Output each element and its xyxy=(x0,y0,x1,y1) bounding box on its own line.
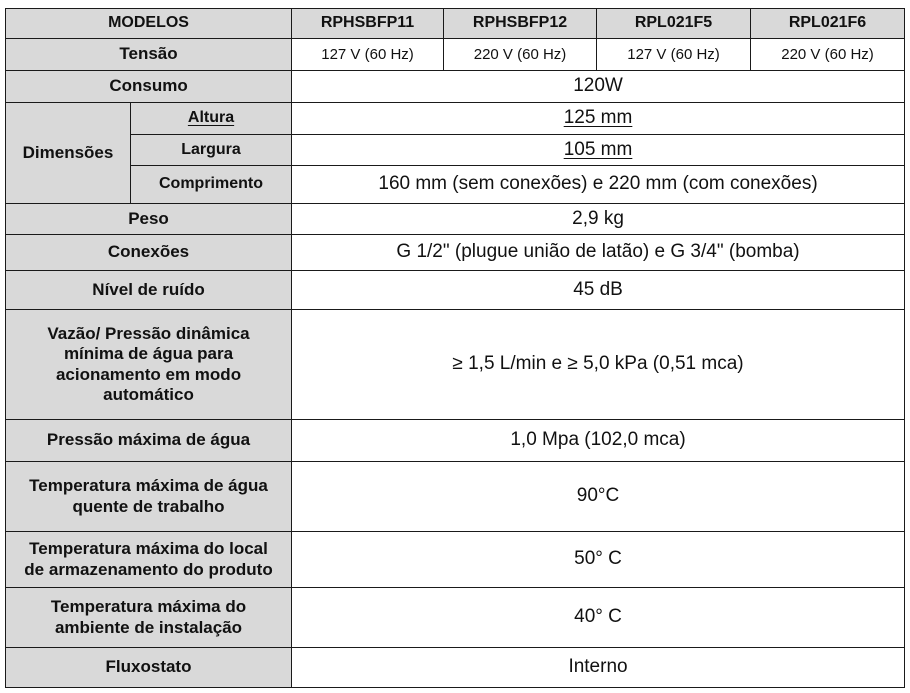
table-row-models xyxy=(6,9,905,39)
temp-armazenamento-value: 50° C xyxy=(292,532,905,588)
altura-value xyxy=(292,103,905,135)
temp-ambiente-label xyxy=(6,588,292,648)
pressao-value: 1,0 Mpa (102,0 mca) xyxy=(292,420,905,462)
model-cell-3: RPL021F5 xyxy=(597,9,751,39)
table-row-temp-agua xyxy=(6,462,905,532)
temp-ambiente-value: 40° C xyxy=(292,588,905,648)
conexoes-value: G 1/2" (plugue união de latão) e G 3/4" (bomba) xyxy=(292,235,905,271)
vazao-value: ≥ 1,5 L/min e ≥ 5,0 kPa (0,51 mca) xyxy=(292,310,905,420)
dimensoes-label: Dimensões xyxy=(6,103,131,204)
table-row-vazao xyxy=(6,310,905,420)
largura-value xyxy=(292,135,905,166)
consumo-value: 120W xyxy=(292,71,905,103)
model-cell-2: RPHSBFP12 xyxy=(444,9,597,39)
table-row-altura xyxy=(6,103,905,135)
temp-armazenamento-label-line-2: de armazenamento do produto xyxy=(24,559,273,579)
ruido-label: Nível de ruído xyxy=(6,271,292,310)
tensao-value-3: 127 V (60 Hz) xyxy=(597,39,751,71)
table-row-fluxostato xyxy=(6,648,905,688)
largura-value-text: 105 mm xyxy=(563,138,633,160)
table-row-largura xyxy=(6,135,905,166)
vazao-label-line-1: Vazão/ Pressão dinâmica xyxy=(47,324,250,344)
table-row-pressao xyxy=(6,420,905,462)
spec-table xyxy=(5,8,905,688)
table-row-comprimento xyxy=(6,166,905,204)
tensao-value-2: 220 V (60 Hz) xyxy=(444,39,597,71)
table-row-peso xyxy=(6,204,905,235)
table-row-consumo xyxy=(6,71,905,103)
model-cell-4: RPL021F6 xyxy=(751,9,905,39)
comprimento-value: 160 mm (sem conexões) e 220 mm (com conexões) xyxy=(292,166,905,204)
peso-value: 2,9 kg xyxy=(292,204,905,235)
temp-agua-label-line-1: Temperatura máxima de água xyxy=(29,476,268,496)
table-row-temp-ambiente xyxy=(6,588,905,648)
fluxostato-value: Interno xyxy=(292,648,905,688)
temp-agua-value: 90°C xyxy=(292,462,905,532)
temp-armazenamento-label xyxy=(6,532,292,588)
vazao-label-line-3: acionamento em modo xyxy=(55,364,242,384)
altura-value-text: 125 mm xyxy=(563,107,633,129)
tensao-value-4: 220 V (60 Hz) xyxy=(751,39,905,71)
tensao-label: Tensão xyxy=(6,39,292,71)
largura-label: Largura xyxy=(131,135,292,166)
pressao-label: Pressão máxima de água xyxy=(6,420,292,462)
vazao-label xyxy=(6,310,292,420)
temp-ambiente-label-line-2: ambiente de instalação xyxy=(54,617,243,637)
table-row-conexoes xyxy=(6,235,905,271)
consumo-label: Consumo xyxy=(6,71,292,103)
temp-agua-label-line-2: quente de trabalho xyxy=(72,496,225,516)
altura-label xyxy=(131,103,292,135)
conexoes-label: Conexões xyxy=(6,235,292,271)
table-row-temp-armazenamento xyxy=(6,532,905,588)
fluxostato-label: Fluxostato xyxy=(6,648,292,688)
vazao-label-line-4: automático xyxy=(103,384,194,404)
altura-label-text: Altura xyxy=(187,109,235,127)
table-row-tensao xyxy=(6,39,905,71)
ruido-value: 45 dB xyxy=(292,271,905,310)
comprimento-label: Comprimento xyxy=(131,166,292,204)
tensao-value-1: 127 V (60 Hz) xyxy=(292,39,444,71)
peso-label: Peso xyxy=(6,204,292,235)
table-row-ruido xyxy=(6,271,905,310)
model-cell-1: RPHSBFP11 xyxy=(292,9,444,39)
vazao-label-line-2: mínima de água para xyxy=(63,344,234,364)
temp-agua-label xyxy=(6,462,292,532)
models-header-cell: MODELOS xyxy=(6,9,292,39)
temp-armazenamento-label-line-1: Temperatura máxima do local xyxy=(29,539,268,559)
temp-ambiente-label-line-1: Temperatura máxima do xyxy=(50,597,247,617)
